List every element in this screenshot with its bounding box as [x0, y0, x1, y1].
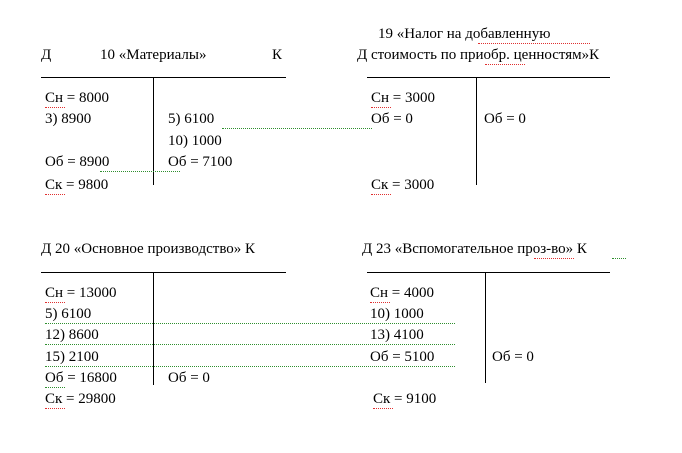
grammar-underline [100, 168, 180, 172]
grammar-underline [222, 125, 372, 129]
acc10-credit-turnover: Об = 7100 [168, 154, 233, 170]
acc23-title: Д 23 «Вспомогательное проз-во» К [362, 241, 587, 257]
acc19-credit-turnover: Об = 0 [484, 111, 526, 127]
acc20-title: Д 20 «Основное производство» К [41, 241, 256, 257]
grammar-underline [45, 363, 455, 367]
acc20-credit-turnover: Об = 0 [168, 370, 210, 386]
acc20-t-horizontal [41, 272, 286, 273]
acc20-t-vertical [153, 272, 154, 385]
acc10-debit-closing: Ск = 9800 [45, 177, 109, 193]
acc20-debit-entry-15: 15) 2100 [45, 349, 99, 365]
acc23-debit-entry-13: 13) 4100 [370, 327, 424, 343]
spellcheck-underline [45, 104, 65, 108]
spellcheck-underline [478, 40, 590, 44]
spellcheck-underline [371, 191, 391, 195]
acc23-debit-closing: Ск = 9100 [373, 391, 437, 407]
acc23-debit-opening: Сн = 4000 [370, 285, 434, 301]
acc20-debit-opening: Сн = 13000 [45, 285, 117, 301]
acc19-title-line2: Д стоимость по приобр. ценностям»К [357, 47, 600, 63]
acc19-title-line1: 19 «Налог на добавленную [378, 26, 551, 42]
acc10-credit-mark: К [272, 47, 283, 63]
acc10-debit-entry-3: 3) 8900 [45, 111, 92, 127]
acc23-debit-turnover: Об = 5100 [370, 349, 435, 365]
acc23-t-vertical [485, 272, 486, 383]
acc10-debit-turnover: Об = 8900 [45, 154, 110, 170]
spellcheck-underline [534, 255, 574, 259]
spellcheck-underline [485, 61, 525, 65]
spellcheck-underline [45, 405, 65, 409]
spellcheck-underline [45, 191, 65, 195]
acc10-t-horizontal [41, 77, 286, 78]
spellcheck-underline [45, 299, 65, 303]
spellcheck-underline [370, 299, 390, 303]
acc23-t-horizontal [367, 272, 610, 273]
grammar-underline [45, 384, 65, 388]
acc19-debit-turnover: Об = 0 [371, 111, 413, 127]
acc20-debit-turnover: Об = 16800 [45, 370, 117, 386]
acc20-debit-entry-12: 12) 8600 [45, 327, 99, 343]
acc10-credit-entry-10: 10) 1000 [168, 133, 222, 149]
acc10-title: 10 «Материалы» [100, 47, 207, 63]
acc19-debit-opening: Сн = 3000 [371, 90, 435, 106]
acc19-t-vertical [476, 77, 477, 185]
acc23-debit-entry-10: 10) 1000 [370, 306, 424, 322]
grammar-underline [45, 341, 455, 345]
acc10-debit-opening: Сн = 8000 [45, 90, 109, 106]
acc19-debit-closing: Ск = 3000 [371, 177, 435, 193]
acc20-debit-entry-5: 5) 6100 [45, 306, 92, 322]
acc10-debit-mark: Д [41, 47, 52, 63]
grammar-underline [612, 255, 626, 259]
acc19-t-horizontal [367, 77, 610, 78]
grammar-underline [45, 320, 455, 324]
acc23-credit-turnover: Об = 0 [492, 349, 534, 365]
acc10-credit-entry-5: 5) 6100 [168, 111, 215, 127]
spellcheck-underline [371, 104, 391, 108]
spellcheck-underline [373, 405, 393, 409]
acc20-debit-closing: Ск = 29800 [45, 391, 116, 407]
